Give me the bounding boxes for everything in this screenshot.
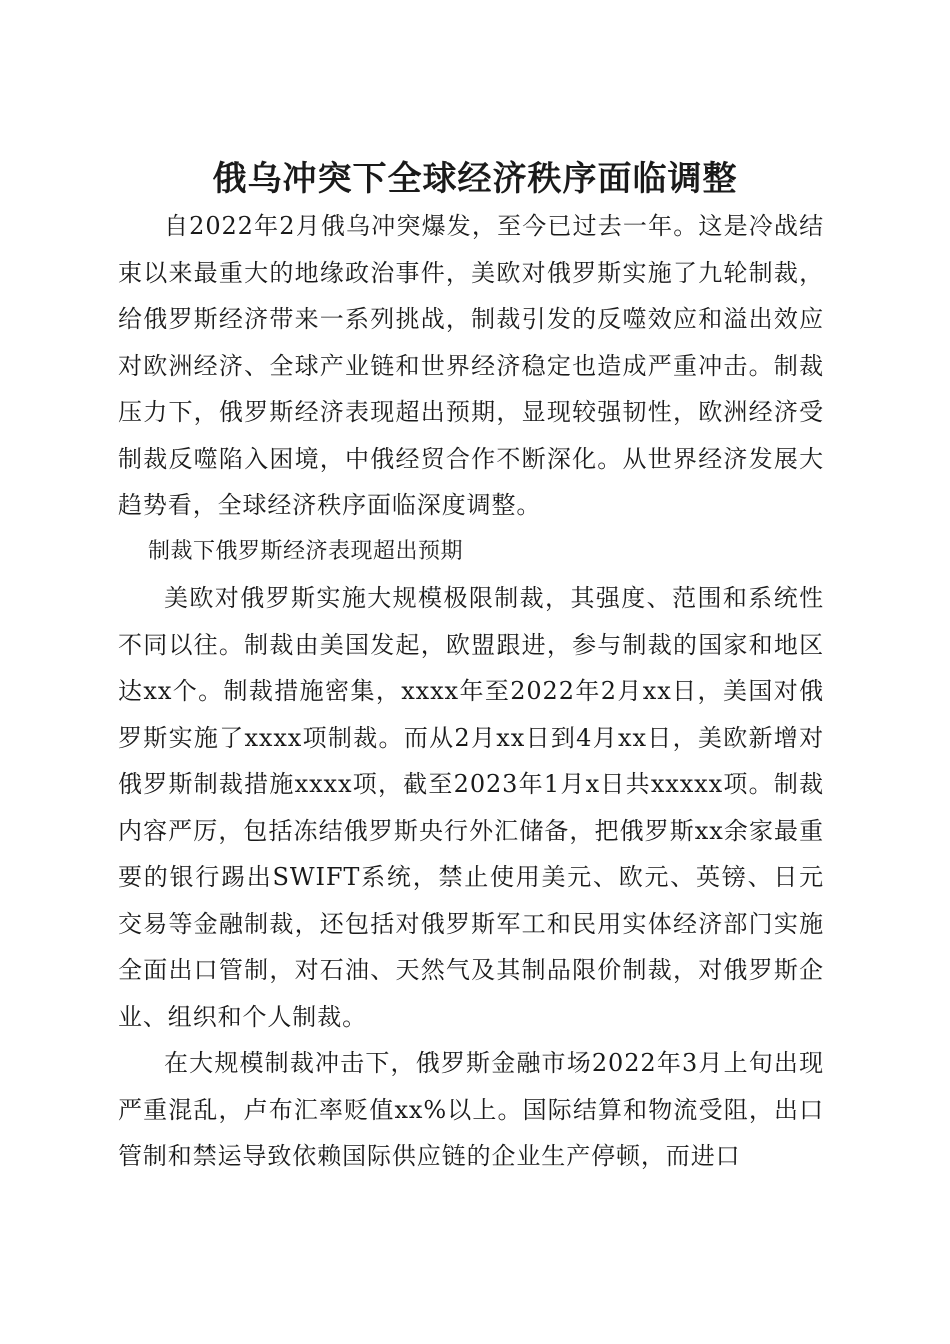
paragraph-sanctions: 美欧对俄罗斯实施大规模极限制裁，其强度、范围和系统性不同以往。制裁由美国发起，欧盟跟进，参与制裁的国家和地区达xx个。制裁措施密集，xxxx年至2022年2月xx日，美国对俄罗斯实施了xxxx项制裁。而从2月xx日到4月xx日，美欧新增对俄罗斯制裁措施xxxx项，截至2023年1月x日共xxxxx项。制裁内容严厉，包括冻结俄罗斯央行外汇储备，把俄罗斯xx余家最重要的银行踢出SWIFT系统，禁止使用美元、欧元、英镑、日元交易等金融制裁，还包括对俄罗斯军工和民用实体经济部门实施全面出口管制，对石油、天然气及其制品限价制裁，对俄罗斯企业、组织和个人制裁。 [118, 584, 824, 1031]
document-title: 俄乌冲突下全球经济秩序面临调整 [212, 158, 738, 199]
paragraph-intro: 自2022年2月俄乌冲突爆发，至今已过去一年。这是冷战结束以来最重大的地缘政治事件，美欧对俄罗斯实施了九轮制裁，给俄罗斯经济带来一系列挑战，制裁引发的反噬效应和溢出效应对欧洲经济、全球产业链和世界经济稳定也造成严重冲击。制裁压力下，俄罗斯经济表现超出预期，显现较强韧性，欧洲经济受制裁反噬陷入困境，中俄经贸合作不断深化。从世界经济发展大趋势看，全球经济秩序面临深度调整。 [118, 212, 824, 519]
section-heading: 制裁下俄罗斯经济表现超出预期 [148, 538, 464, 564]
paragraph-impact: 在大规模制裁冲击下，俄罗斯金融市场2022年3月上旬出现严重混乱，卢布汇率贬值xx%以上。国际结算和物流受阻，出口管制和禁运导致依赖国际供应链的企业生产停顿，而进口 [118, 1049, 824, 1170]
document-body [118, 203, 824, 1180]
